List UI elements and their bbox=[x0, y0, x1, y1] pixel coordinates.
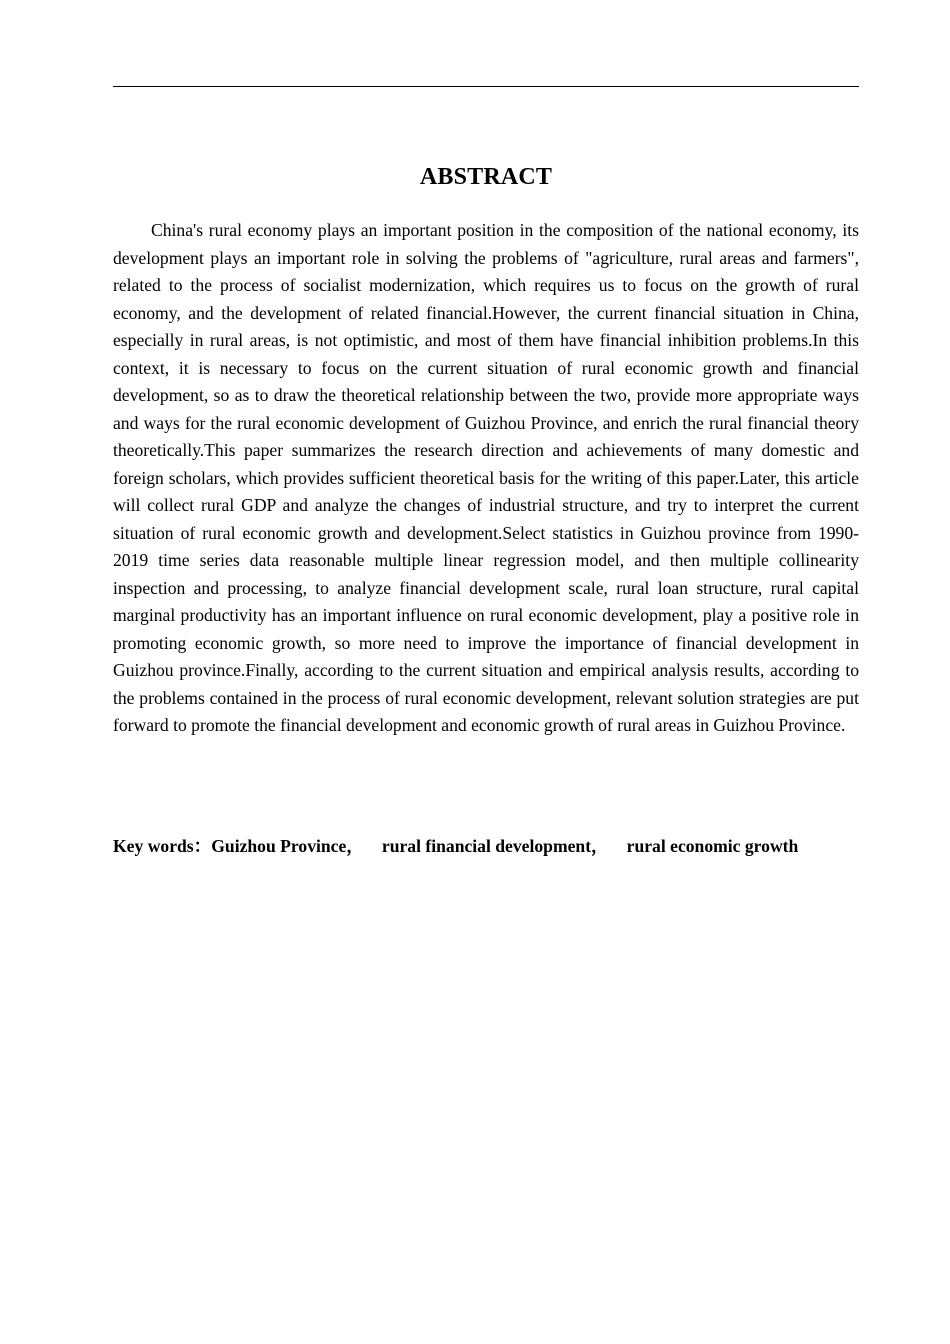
keyword-item: Guizhou Province， bbox=[211, 836, 364, 856]
header-rule bbox=[113, 86, 859, 87]
abstract-title: ABSTRACT bbox=[419, 164, 553, 190]
keywords-line bbox=[113, 832, 873, 860]
keyword-item: rural financial development， bbox=[381, 836, 609, 856]
keywords-label: Key words： bbox=[113, 836, 212, 856]
abstract-body: China's rural economy plays an important position in the composition of the national economy, its development plays an important role in solving the problems of "agriculture, rural areas and farmers", related to the process of socialist modernization, which requires us to focus on the growth of rural economy, and the development of related financial.However, the current financial situation in China, especially in rural areas, is not optimistic, and most of them have financial inhibition problems.In this context, it is necessary to focus on the current situation of rural economic growth and financial development, so as to draw the theoretical relationship between the two, provide more appropriate ways and ways for the rural economic development of Guizhou Province, and enrich the rural financial theory theoretically.This paper summarizes the research direction and achievements of many domestic and foreign scholars, which provides sufficient theoretical basis for the writing of this paper.Later, this article will collect rural GDP and analyze the changes of industrial structure, and try to interpret the current situation of rural economic growth and development.Select statistics in Guizhou province from 1990-2019 time series data reasonable multiple linear regression model, and then multiple collinearity inspection and processing, to analyze financial development scale, rural loan structure, rural capital marginal productivity has an important influence on rural economic development, play a positive role in promoting economic growth, so more need to improve the importance of financial development in Guizhou province.Finally, according to the current situation and empirical analysis results, according to the problems contained in the process of rural economic development, relevant solution strategies are put forward to promote the financial development and economic growth of rural areas in Guizhou Province. bbox=[113, 220, 859, 735]
keyword-item: rural economic growth bbox=[626, 836, 799, 856]
